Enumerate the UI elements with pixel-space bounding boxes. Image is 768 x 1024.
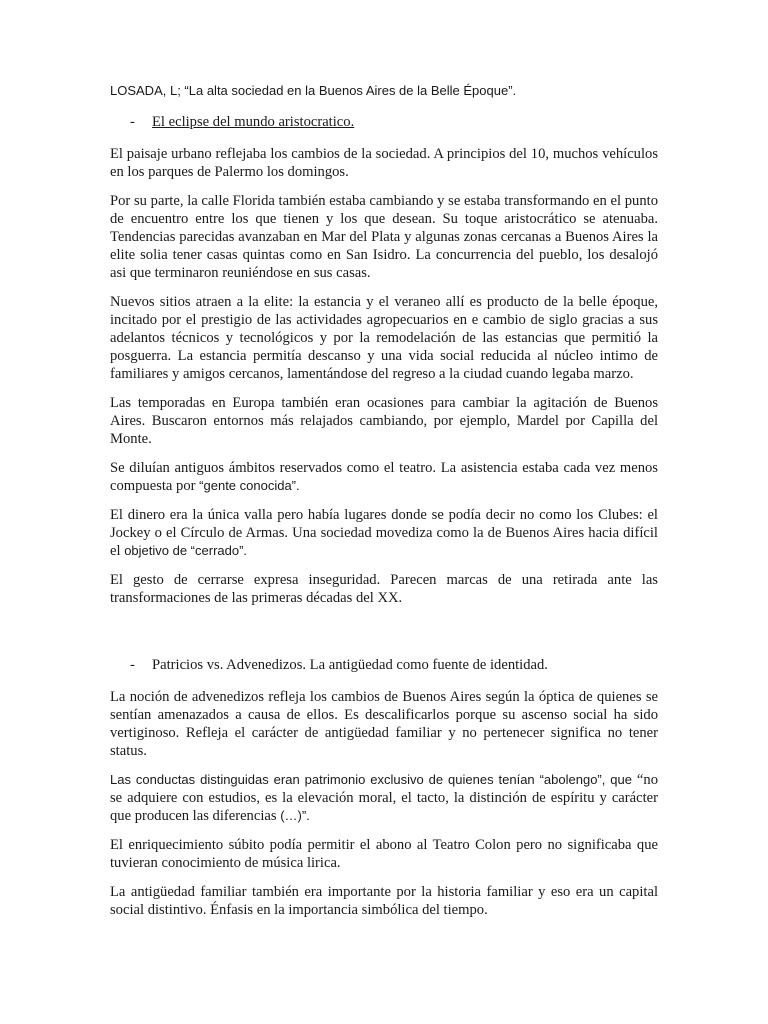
section-gap bbox=[110, 618, 658, 656]
paragraph-text: Se diluían antiguos ámbitos reservados como el teatro. La asistencia estaba cada vez menos compuesta por bbox=[110, 460, 658, 494]
paragraph-tail: (…)”. bbox=[280, 808, 310, 823]
section-heading-text: Patricios vs. Advenedizos. La antigüedad como fuente de identidad. bbox=[152, 657, 548, 673]
paragraph-quote: objetivo de “cerrado”. bbox=[124, 543, 248, 558]
bullet-dash: - bbox=[130, 114, 135, 130]
paragraph: El gesto de cerrarse expresa inseguridad. Parecen marcas de una retirada ante las transformaciones de las primeras décadas del XX. bbox=[110, 572, 658, 606]
paragraph: El paisaje urbano reflejaba los cambios de la sociedad. A principios del 10, muchos vehículos en los parques de Palermo los domingos. bbox=[110, 146, 658, 180]
paragraph-quote: “gente conocida”. bbox=[199, 478, 300, 493]
paragraph-text-sans: Las conductas distinguidas eran patrimonio exclusivo de quienes tenían “abolengo”, que bbox=[110, 772, 637, 787]
paragraph-text: El dinero era la única valla pero había lugares donde se podía decir no como los Clubes: el Jockey o el Círculo de Armas. Una sociedad movediza como la de Buenos Aires hacia difícil el bbox=[110, 507, 658, 559]
paragraph: Por su parte, la calle Florida también estaba cambiando y se estaba transformando en el punto de encuentro entre los que tienen y los que desean. Su toque aristocrático se atenuaba. Tendencias parecidas avanzaban en Mar del Plata y algunas zonas cercanas a Buenos Aires la elite solia tener casas quintas como en San Isidro. La concurrencia del pueblo, los desalojó asi que terminaron reuniéndose en sus casas. bbox=[110, 193, 658, 281]
paragraph: La noción de advenedizos refleja los cambios de Buenos Aires según la óptica de quienes se sentían amenazados a causa de ellos. Es descalificarlos porque su ascenso social ha sido vertiginoso. Refleja el carácter de antigüedad familiar y no pertenecer significa no tener status. bbox=[110, 689, 658, 759]
paragraph bbox=[110, 506, 658, 560]
section-heading-text: El eclipse del mundo aristocratico. bbox=[152, 114, 355, 130]
paragraph: La antigüedad familiar también era importante por la historia familiar y eso era un capital social distintivo. Énfasis en la importancia simbólica del tiempo. bbox=[110, 884, 658, 918]
paragraph: Las temporadas en Europa también eran ocasiones para cambiar la agitación de Buenos Aires. Buscaron entornos más relajados cambiando, por ejemplo, Mardel por Capilla del Monte. bbox=[110, 395, 658, 447]
paragraph: El enriquecimiento súbito podía permitir el abono al Teatro Colon pero no significaba que tuvieran conocimiento de música lirica. bbox=[110, 837, 658, 871]
paragraph-quote: “no se adquiere con estudios, es la elevación moral, el tacto, la distinción de espíritu y carácter que producen las diferencias bbox=[110, 772, 658, 824]
document-title: LOSADA, L; “La alta sociedad en la Buenos Aires de la Belle Époque”. bbox=[110, 83, 517, 98]
paragraph bbox=[110, 771, 658, 825]
section-heading-patricios bbox=[110, 656, 658, 674]
paragraph: Nuevos sitios atraen a la elite: la estancia y el veraneo allí es producto de la belle époque, incitado por el prestigio de las actividades agropecuarios en e cambio de siglo gracias a sus adelantos técnicos y tecnológicos y por la remodelación de las estancias que permitió la posguerra. La estancia permitía descanso y una vida social reducida al núcleo intimo de familiares y amigos cercanos, lamentándose del regreso a la ciudad cuando legaba marzo. bbox=[110, 294, 658, 382]
section-heading-eclipse bbox=[110, 113, 658, 131]
paragraph bbox=[110, 459, 658, 495]
bullet-dash: - bbox=[130, 657, 135, 673]
